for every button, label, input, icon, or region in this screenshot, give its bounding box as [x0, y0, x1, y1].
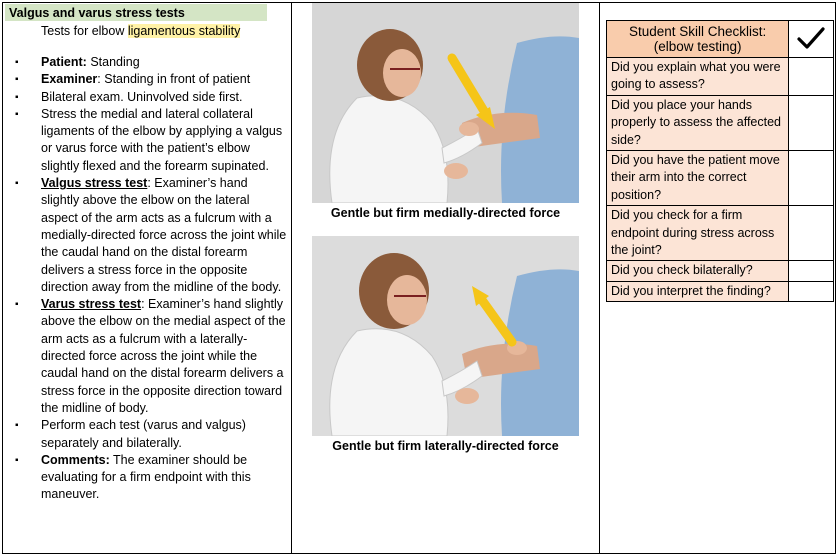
- checklist-question: Did you have the patient move their arm into the correct position?: [607, 151, 789, 206]
- checklist-header-row: [607, 21, 834, 58]
- check-column-header: [789, 21, 834, 58]
- checklist-checkbox[interactable]: [789, 206, 834, 261]
- subtitle-text: Tests for elbow: [41, 24, 128, 38]
- checklist-checkbox[interactable]: [789, 261, 834, 281]
- list-item-perform: ▪ Perform each test (varus and valgus) separately and bilaterally.: [5, 417, 288, 452]
- list-item-examiner: ▪ Examiner: Standing in front of patient: [5, 71, 288, 88]
- list-item-bilateral: ▪ Bilateral exam. Uninvolved side first.: [5, 89, 288, 106]
- checklist-row: [607, 281, 834, 301]
- valgus-test-photo: [312, 3, 579, 203]
- checklist-question: Did you check bilaterally?: [607, 261, 789, 281]
- list-item-valgus: ▪ Valgus stress test: Examiner’s hand slightly above the elbow on the lateral aspect of the arm acts as a fulcrum with a medially-directed force across the joint while the caudal hand on the distal forearm delivers a stress force in the opposite direction away from the midline of the body.: [5, 175, 288, 296]
- skill-checklist: [606, 20, 834, 302]
- checklist-row: [607, 206, 834, 261]
- section-title: Valgus and varus stress tests: [5, 4, 267, 21]
- checklist-question: Did you check for a firm endpoint during stress across the joint?: [607, 206, 789, 261]
- list-item-varus: ▪ Varus stress test: Examiner’s hand slightly above the elbow on the medial aspect of the arm acts as a fulcrum with a laterally-directed force across the joint while the caudal hand on the distal forearm delivers a stress force in the opposite direction toward the midline of body.: [5, 296, 288, 417]
- column-divider-2: [599, 2, 600, 554]
- list-item-patient: ▪ Patient: Standing: [5, 54, 288, 71]
- list-item-comments: ▪ Comments: The examiner should be evaluating for a firm endpoint with this maneuver.: [5, 452, 288, 504]
- checklist-checkbox[interactable]: [789, 281, 834, 301]
- checklist-row: [607, 261, 834, 281]
- checklist-header: Student Skill Checklist: (elbow testing): [607, 21, 789, 58]
- caption-medial-force: Gentle but firm medially-directed force: [330, 206, 561, 220]
- subtitle: [41, 23, 288, 40]
- checklist-row: [607, 95, 834, 150]
- checklist-row: [607, 58, 834, 96]
- column-divider-1: [291, 2, 292, 554]
- varus-test-photo: [312, 236, 579, 436]
- subtitle-highlight: ligamentous stability: [127, 24, 241, 38]
- checklist-question: Did you place your hands properly to assess the affected side?: [607, 95, 789, 150]
- caption-lateral-force: Gentle but firm laterally-directed force: [332, 439, 559, 453]
- checklist-checkbox[interactable]: [789, 151, 834, 206]
- checklist-question: Did you interpret the finding?: [607, 281, 789, 301]
- checkmark-icon: [796, 26, 826, 50]
- left-column: [5, 4, 288, 504]
- checklist-checkbox[interactable]: [789, 58, 834, 96]
- instruction-list: [5, 54, 288, 504]
- checklist-row: [607, 151, 834, 206]
- list-item-stress: ▪ Stress the medial and lateral collateral ligaments of the elbow by applying a valgus or varus force with the patient’s elbow slightly flexed and the forearm supinated.: [5, 106, 288, 175]
- checklist-question: Did you explain what you were going to assess?: [607, 58, 789, 96]
- checklist-checkbox[interactable]: [789, 95, 834, 150]
